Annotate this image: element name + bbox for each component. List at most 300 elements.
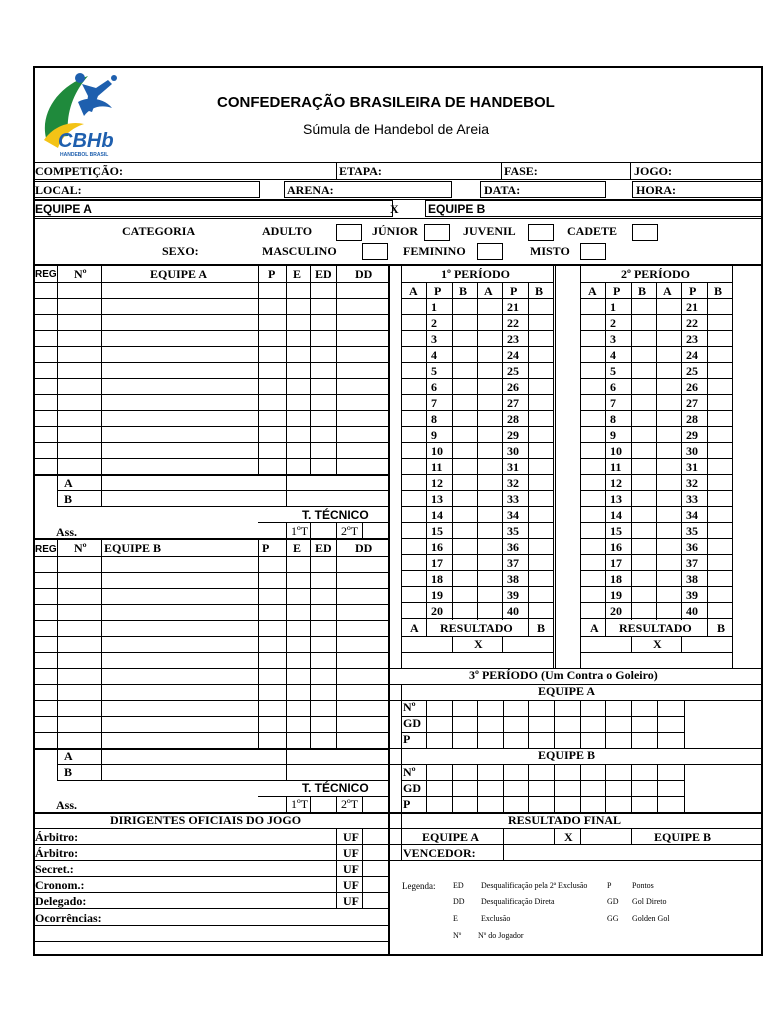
grid-line [57, 748, 58, 780]
period-2-a-cell[interactable] [581, 506, 605, 522]
feminino-label: FEMININO [403, 244, 466, 258]
grid-line [310, 796, 311, 812]
grid-line [426, 620, 427, 636]
period-3-b-cell[interactable] [427, 764, 452, 780]
period-3-a-cell[interactable] [606, 700, 631, 716]
period-3-a-cell[interactable] [555, 732, 580, 748]
legend-code-num: Nº [453, 931, 462, 940]
period-2-col-header: A [588, 284, 597, 298]
period-1-a-cell[interactable] [402, 458, 426, 474]
team-b-player-num-cell[interactable] [58, 684, 100, 700]
adulto-checkbox[interactable] [336, 224, 362, 241]
legend-code-ed: ED [453, 881, 464, 890]
period-2-b-cell[interactable] [631, 298, 656, 314]
team-b-ass: Ass. [56, 798, 78, 812]
period-2-a-cell[interactable] [581, 426, 605, 442]
period-3-b-cell[interactable] [632, 780, 657, 796]
period-3-b-cell[interactable] [504, 796, 529, 812]
team-a-player-num-cell[interactable] [58, 330, 100, 346]
period-1-a-cell[interactable] [402, 410, 426, 426]
grid-line [33, 941, 388, 942]
period-2-b-cell[interactable] [631, 506, 656, 522]
misto-label: MISTO [530, 244, 570, 258]
period-3-b-cell[interactable] [658, 796, 683, 812]
period-3-a-cell[interactable] [632, 732, 657, 748]
period-1-a-cell[interactable] [402, 362, 426, 378]
grid-line [528, 620, 529, 636]
team-a-player-num-cell[interactable] [58, 314, 100, 330]
period-1-b-cell[interactable] [452, 362, 477, 378]
team-b-player-name-cell[interactable] [102, 700, 257, 716]
period-3-a-cell[interactable] [658, 700, 683, 716]
period-2-b-cell[interactable] [631, 378, 656, 394]
competicao-label: COMPETIÇÃO: [35, 164, 123, 178]
period-2-number-cell: 6 [610, 380, 616, 394]
team-a-player-num-cell[interactable] [58, 442, 100, 458]
period-1-number-cell: 27 [507, 396, 519, 410]
period-2-b-cell[interactable] [631, 586, 656, 602]
junior-checkbox[interactable] [424, 224, 450, 241]
period-1-a-cell[interactable] [402, 426, 426, 442]
period-3-a-cell[interactable] [427, 716, 452, 732]
team-b-player-num-cell[interactable] [58, 636, 100, 652]
period-2-b-cell[interactable] [631, 538, 656, 554]
grid-line [286, 748, 287, 780]
period-1-b-cell[interactable] [452, 442, 477, 458]
team-b-reg-header: REG [35, 544, 57, 555]
team-a-player-name-cell[interactable] [102, 362, 257, 378]
period-2-number-cell: 38 [686, 572, 698, 586]
grid-line [732, 282, 733, 620]
official-name-field[interactable] [110, 828, 335, 844]
period-3-a-cell[interactable] [606, 716, 631, 732]
period-3-a-gd: GD [403, 716, 421, 730]
team-b-player-num-cell[interactable] [58, 700, 100, 716]
period-3-a-cell[interactable] [453, 732, 478, 748]
period-2-number-cell: 31 [686, 460, 698, 474]
vencedor-label: VENCEDOR: [403, 846, 476, 860]
period-1-number-cell: 6 [431, 380, 437, 394]
legend-desc-ed: Desqualificação pela 2ª Exclusão [481, 881, 588, 890]
period-1-number-cell: 5 [431, 364, 437, 378]
legend-code-dd: DD [453, 897, 465, 906]
grid-line [286, 522, 287, 538]
period-3-a-cell[interactable] [453, 716, 478, 732]
juvenil-checkbox[interactable] [528, 224, 554, 241]
grid-line [707, 620, 708, 636]
period-1-b-cell[interactable] [452, 298, 477, 314]
team-b-player-name-cell[interactable] [102, 716, 257, 732]
period-2-a-cell[interactable] [581, 394, 605, 410]
final-title: RESULTADO FINAL [508, 813, 622, 827]
team-a-e-header: E [293, 267, 302, 281]
period-1-number-cell: 12 [431, 476, 443, 490]
grid-line [553, 282, 554, 620]
grid-line [553, 620, 554, 668]
period-1-number-cell: 28 [507, 412, 519, 426]
period-1-a-cell[interactable] [402, 314, 426, 330]
period-3-b-cell[interactable] [529, 796, 554, 812]
period-1-b-cell[interactable] [452, 586, 477, 602]
team-b-num-header: Nº [74, 541, 87, 555]
etapa-label: ETAPA: [339, 164, 382, 178]
team-b-player-num-cell[interactable] [58, 572, 100, 588]
period-1-number-cell: 35 [507, 524, 519, 538]
legend-desc-e: Exclusão [481, 914, 511, 923]
team-b-row-a: A [64, 749, 73, 763]
grid-line [528, 282, 529, 620]
period-2-x: X [653, 637, 662, 651]
period-2-b-cell[interactable] [631, 426, 656, 442]
team-b-player-name-cell[interactable] [102, 604, 257, 620]
period-1-a-cell[interactable] [402, 506, 426, 522]
period-3-b-cell[interactable] [658, 780, 683, 796]
grid-line [732, 264, 733, 282]
team-a-player-num-cell[interactable] [58, 378, 100, 394]
period-2-number-cell: 27 [686, 396, 698, 410]
grid-line [362, 522, 363, 538]
period-3-a-cell[interactable] [529, 732, 554, 748]
period-1-a-cell[interactable] [402, 474, 426, 490]
period-3-b-cell[interactable] [453, 796, 478, 812]
period-2-a-cell[interactable] [581, 586, 605, 602]
period-2-b-cell[interactable] [631, 362, 656, 378]
team-b-player-num-cell[interactable] [58, 556, 100, 572]
period-3-b-cell[interactable] [581, 764, 606, 780]
period-1-col-header: B [459, 284, 468, 298]
team-b-player-name-cell[interactable] [102, 620, 257, 636]
final-equipe-a: EQUIPE A [422, 830, 480, 844]
period-1-b-cell[interactable] [452, 426, 477, 442]
grid-line [452, 636, 453, 652]
period-1-b-cell[interactable] [452, 394, 477, 410]
period-2-a-cell[interactable] [581, 538, 605, 554]
team-a-player-num-cell[interactable] [58, 362, 100, 378]
period-3-a-cell[interactable] [632, 700, 657, 716]
period-1-number-cell: 40 [507, 604, 519, 618]
team-b-player-name-cell[interactable] [102, 572, 257, 588]
period-1-col-header: B [535, 284, 544, 298]
official-name-field[interactable] [110, 844, 335, 860]
team-a-row-a: A [64, 476, 73, 490]
period-1-number-cell: 4 [431, 348, 437, 362]
period-3-b-cell[interactable] [658, 764, 683, 780]
period-3-b-cell[interactable] [606, 764, 631, 780]
team-a-player-name-cell[interactable] [102, 298, 257, 314]
period-2-b-cell[interactable] [631, 570, 656, 586]
org-title: CONFEDERAÇÃO BRASILEIRA DE HANDEBOL [217, 94, 555, 111]
period-3-b-cell[interactable] [427, 780, 452, 796]
period-3-b-cell[interactable] [529, 764, 554, 780]
period-2-number-cell: 13 [610, 492, 622, 506]
period-2-a-cell[interactable] [581, 362, 605, 378]
period-2-a-cell[interactable] [581, 522, 605, 538]
period-3-a-cell[interactable] [478, 732, 503, 748]
period-3-b-cell[interactable] [632, 764, 657, 780]
grid-line [580, 264, 581, 668]
period-1-b-cell[interactable] [452, 554, 477, 570]
period-3-b-cell[interactable] [453, 780, 478, 796]
team-b-player-num-cell[interactable] [58, 588, 100, 604]
period-2-number-cell: 30 [686, 444, 698, 458]
team-b-player-num-cell[interactable] [58, 732, 100, 748]
masculino-checkbox[interactable] [362, 243, 388, 260]
period-2-b-cell[interactable] [631, 442, 656, 458]
team-a-player-name-cell[interactable] [102, 346, 257, 362]
period-1-b-cell[interactable] [452, 474, 477, 490]
period-2-a-cell[interactable] [581, 474, 605, 490]
period-3-b-gd: GD [403, 781, 421, 795]
period-1-a-cell[interactable] [402, 586, 426, 602]
period-2-b-cell[interactable] [631, 330, 656, 346]
period-1-a-cell[interactable] [402, 346, 426, 362]
period-2-a-cell[interactable] [581, 410, 605, 426]
period-3-a-cell[interactable] [555, 700, 580, 716]
team-a-player-num-cell[interactable] [58, 394, 100, 410]
period-1-a-cell[interactable] [402, 490, 426, 506]
period-2-b-cell[interactable] [631, 522, 656, 538]
period-2-a-cell[interactable] [581, 330, 605, 346]
period-2-b-cell[interactable] [631, 394, 656, 410]
period-3-a-cell[interactable] [658, 716, 683, 732]
cadete-checkbox[interactable] [632, 224, 658, 241]
period-3-a-cell[interactable] [529, 700, 554, 716]
team-b-player-name-cell[interactable] [102, 652, 257, 668]
team-b-player-num-cell[interactable] [58, 652, 100, 668]
junior-label: JÚNIOR [372, 224, 419, 238]
period-1-number-cell: 19 [431, 588, 443, 602]
team-b-2t: 2ºT [341, 797, 359, 811]
period-1-col-header: P [510, 284, 518, 298]
period-3-a-cell[interactable] [581, 716, 606, 732]
team-b-tecnico: T. TÉCNICO [302, 781, 369, 795]
logo-text: CBHb [58, 130, 114, 152]
period-2-resultado: RESULTADO [619, 621, 692, 635]
period-3-a-cell[interactable] [504, 716, 529, 732]
official-name-field[interactable] [110, 876, 335, 892]
grid-line [388, 684, 763, 685]
period-1-a-cell[interactable] [402, 394, 426, 410]
period-1-a-cell[interactable] [402, 298, 426, 314]
masculino-label: MASCULINO [262, 244, 337, 258]
period-2-a-cell[interactable] [581, 298, 605, 314]
official-name-field[interactable] [110, 892, 335, 908]
period-2-a-cell[interactable] [581, 378, 605, 394]
period-3-b-cell[interactable] [453, 764, 478, 780]
period-1-number-cell: 20 [431, 604, 443, 618]
legend-desc-p: Pontos [632, 881, 654, 890]
period-1-a-cell[interactable] [402, 570, 426, 586]
period-1-b-cell[interactable] [452, 570, 477, 586]
period-3-a-cell[interactable] [504, 732, 529, 748]
team-a-player-name-cell[interactable] [102, 458, 257, 474]
period-3-a-cell[interactable] [658, 732, 683, 748]
team-b-player-num-cell[interactable] [58, 668, 100, 684]
period-1-a-cell[interactable] [402, 522, 426, 538]
official-3-uf: UF [343, 862, 359, 876]
period-2-b-cell[interactable] [631, 474, 656, 490]
period-2-number-cell: 17 [610, 556, 622, 570]
team-a-player-num-cell[interactable] [58, 426, 100, 442]
team-a-player-name-cell[interactable] [102, 394, 257, 410]
team-a-player-name-cell[interactable] [102, 442, 257, 458]
team-a-player-name-cell[interactable] [102, 410, 257, 426]
period-3-a-cell[interactable] [478, 716, 503, 732]
team-b-player-num-cell[interactable] [58, 716, 100, 732]
equipe-b-label: EQUIPE B [428, 202, 486, 216]
period-1-number-cell: 33 [507, 492, 519, 506]
grid-line [33, 812, 388, 814]
legend-code-gg: GG [607, 914, 619, 923]
team-a-player-num-cell[interactable] [58, 282, 100, 298]
team-a-player-name-cell[interactable] [102, 330, 257, 346]
period-2-b-cell[interactable] [631, 458, 656, 474]
period-3-a-cell[interactable] [606, 732, 631, 748]
period-3-a-cell[interactable] [427, 700, 452, 716]
period-3-a-cell[interactable] [427, 732, 452, 748]
period-2-a-cell[interactable] [581, 554, 605, 570]
grid-line [336, 264, 337, 474]
period-1-a-cell[interactable] [402, 442, 426, 458]
legend-desc-dd: Desqualificação Direta [481, 897, 555, 906]
period-2-b-cell[interactable] [631, 490, 656, 506]
period-3-b-cell[interactable] [581, 780, 606, 796]
period-1-b-cell[interactable] [452, 538, 477, 554]
misto-checkbox[interactable] [580, 243, 606, 260]
local-field[interactable] [33, 181, 260, 198]
grid-line [258, 522, 388, 523]
data-label: DATA: [484, 183, 521, 197]
period-2-number-cell: 22 [686, 316, 698, 330]
team-b-player-name-cell[interactable] [102, 732, 257, 748]
period-3-b-cell[interactable] [427, 796, 452, 812]
period-2-a-cell[interactable] [581, 602, 605, 618]
period-1-a-cell[interactable] [402, 378, 426, 394]
period-2-a-cell[interactable] [581, 442, 605, 458]
arena-label: ARENA: [287, 183, 334, 197]
grid-line [388, 860, 763, 861]
official-name-field[interactable] [110, 860, 335, 876]
period-3-a-cell[interactable] [581, 732, 606, 748]
period-3-b-cell[interactable] [555, 780, 580, 796]
grid-line [684, 700, 685, 748]
period-3-a-cell[interactable] [555, 716, 580, 732]
period-2-a-cell[interactable] [581, 314, 605, 330]
period-3-b-cell[interactable] [606, 796, 631, 812]
team-a-player-num-cell[interactable] [58, 298, 100, 314]
period-3-b-cell[interactable] [555, 796, 580, 812]
legend-desc-gg: Golden Gol [632, 914, 670, 923]
period-1-b-cell[interactable] [452, 346, 477, 362]
period-1-b-cell[interactable] [452, 314, 477, 330]
period-1-b-cell[interactable] [452, 410, 477, 426]
period-1-b-cell[interactable] [452, 522, 477, 538]
team-a-player-num-cell[interactable] [58, 346, 100, 362]
team-a-player-num-cell[interactable] [58, 410, 100, 426]
team-b-player-name-cell[interactable] [102, 684, 257, 700]
period-2-b-cell[interactable] [631, 314, 656, 330]
grid-line [555, 264, 556, 668]
feminino-checkbox[interactable] [477, 243, 503, 260]
period-1-number-cell: 13 [431, 492, 443, 506]
period-1-number-cell: 25 [507, 364, 519, 378]
period-2-a-cell[interactable] [581, 570, 605, 586]
period-3-b-cell[interactable] [478, 780, 503, 796]
period-3-a-cell[interactable] [581, 700, 606, 716]
period-2-b-cell[interactable] [631, 554, 656, 570]
period-1-col-header: A [484, 284, 493, 298]
period-3-b-cell[interactable] [632, 796, 657, 812]
period-1-a-cell[interactable] [402, 602, 426, 618]
period-1-b-cell[interactable] [452, 506, 477, 522]
grid-line [401, 764, 402, 812]
official-1-uf: UF [343, 830, 359, 844]
period-1-a-cell[interactable] [402, 538, 426, 554]
team-a-player-name-cell[interactable] [102, 426, 257, 442]
grid-line [681, 282, 682, 620]
vencedor-field[interactable] [504, 844, 762, 860]
period-1-b-cell[interactable] [452, 458, 477, 474]
period-1-a-cell[interactable] [402, 330, 426, 346]
period-2-a-cell[interactable] [581, 490, 605, 506]
period-2-b-cell[interactable] [631, 602, 656, 618]
period-1-a-cell[interactable] [402, 554, 426, 570]
team-b-player-num-cell[interactable] [58, 620, 100, 636]
period-3-b-cell[interactable] [504, 764, 529, 780]
period-1-number-cell: 23 [507, 332, 519, 346]
period-1-number-cell: 10 [431, 444, 443, 458]
period-2-b-cell[interactable] [631, 410, 656, 426]
period-2-number-cell: 39 [686, 588, 698, 602]
team-b-player-num-cell[interactable] [58, 604, 100, 620]
team-a-player-name-cell[interactable] [102, 314, 257, 330]
period-2-a-cell[interactable] [581, 346, 605, 362]
period-3-a-cell[interactable] [632, 716, 657, 732]
period-3-a-cell[interactable] [529, 716, 554, 732]
period-2-b-cell[interactable] [631, 346, 656, 362]
team-a-ed-header: ED [315, 267, 332, 281]
team-a-player-name-cell[interactable] [102, 282, 257, 298]
team-b-player-name-cell[interactable] [102, 588, 257, 604]
period-1-b-cell[interactable] [452, 330, 477, 346]
official-1-label: Árbitro: [35, 830, 79, 844]
period-3-b-cell[interactable] [529, 780, 554, 796]
period-3-a-cell[interactable] [504, 700, 529, 716]
team-b-player-name-cell[interactable] [102, 636, 257, 652]
period-2-number-cell: 12 [610, 476, 622, 490]
team-a-player-name-cell[interactable] [102, 378, 257, 394]
period-3-b-cell[interactable] [606, 780, 631, 796]
period-3-a-cell[interactable] [478, 700, 503, 716]
period-3-b-cell[interactable] [478, 796, 503, 812]
period-1-b-cell[interactable] [452, 378, 477, 394]
period-3-b-cell[interactable] [555, 764, 580, 780]
period-3-b-cell[interactable] [581, 796, 606, 812]
equipe-a-field[interactable] [33, 200, 393, 217]
period-3-b-cell[interactable] [504, 780, 529, 796]
team-a-player-num-cell[interactable] [58, 458, 100, 474]
sheet-subtitle: Súmula de Handebol de Areia [303, 121, 490, 137]
grid-line [707, 282, 708, 620]
period-1-b-cell[interactable] [452, 490, 477, 506]
period-1-b-cell[interactable] [452, 602, 477, 618]
team-b-player-name-cell[interactable] [102, 668, 257, 684]
team-b-player-name-cell[interactable] [102, 556, 257, 572]
period-3-a-cell[interactable] [453, 700, 478, 716]
period-3-b-cell[interactable] [478, 764, 503, 780]
period-1-resultado: RESULTADO [440, 621, 513, 635]
period-2-a-cell[interactable] [581, 458, 605, 474]
